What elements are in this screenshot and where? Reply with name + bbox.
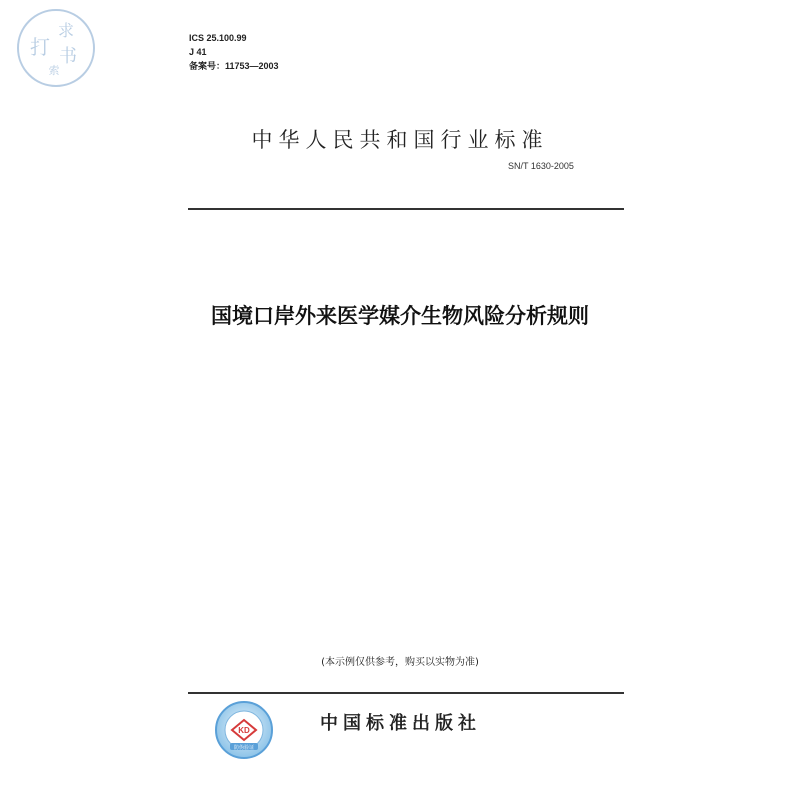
disclaimer-note: (本示例仅供参考，购买以实物为准): [321, 657, 479, 668]
filing-number: 备案号：11753—2003: [189, 61, 279, 71]
bottom-divider: [188, 692, 624, 694]
svg-text:索: 索: [48, 64, 60, 77]
svg-text:书: 书: [59, 46, 77, 67]
svg-text:打: 打: [30, 35, 50, 59]
top-divider: [188, 208, 624, 210]
ics-code: ICS 25.100.99: [189, 33, 247, 43]
standard-category-title: 中华人民共和国行业标准: [251, 128, 549, 152]
standard-code: SN/T 1630-2005: [508, 161, 574, 171]
watermark-logo: [14, 6, 98, 90]
anti-counterfeit-seal: [214, 700, 274, 760]
svg-text:KD: KD: [238, 726, 250, 735]
publisher-name: 中国标准出版社: [320, 713, 481, 734]
svg-text:求: 求: [57, 21, 75, 40]
document-title: 国境口岸外来医学媒介生物风险分析规则: [211, 303, 589, 328]
seal-label: 防伪验证: [233, 745, 255, 751]
class-code: J 41: [189, 47, 207, 57]
